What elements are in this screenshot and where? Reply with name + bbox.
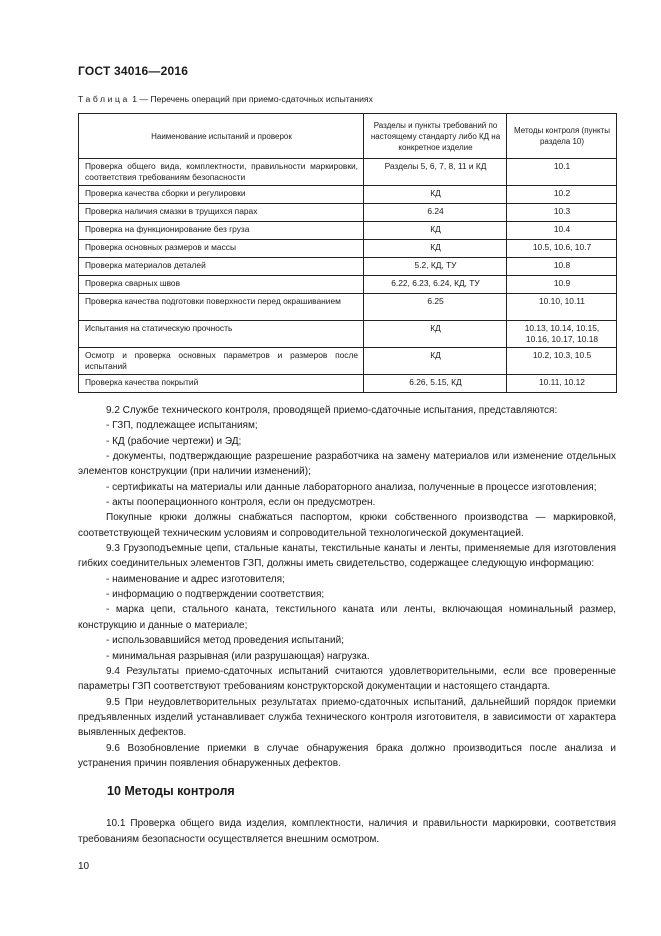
- cell-requirements: КД: [364, 186, 507, 204]
- body-text: [78, 403, 616, 771]
- cell-control-method: 10.13, 10.14, 10.15, 10.16, 10.17, 10.18: [507, 321, 617, 348]
- table-caption: [78, 94, 373, 104]
- paragraph: - КД (рабочие чертежи) и ЭД;: [106, 435, 242, 447]
- table-caption-text: 1 — Перечень операций при приемо-сдаточных испытаниях: [129, 94, 373, 104]
- column-header-name: Наименование испытаний и проверок: [79, 114, 364, 159]
- section-paragraph: 10.1 Проверка общего вида изделия, комплектности, наличия и правильности маркировки, соответствия требованиям безопасности осуществляется внешним осмотром.: [78, 818, 616, 845]
- cell-control-method: 10.3: [507, 204, 617, 222]
- cell-operation-name: Проверка основных размеров и массы: [79, 240, 364, 258]
- cell-operation-name: Проверка сварных швов: [79, 276, 364, 294]
- cell-requirements: 6.22, 6.23, 6.24, КД, ТУ: [364, 276, 507, 294]
- cell-requirements: 5.2, КД, ТУ: [364, 258, 507, 276]
- cell-operation-name: Проверка качества подготовки поверхности перед окрашиванием: [79, 294, 364, 321]
- table-body: [79, 159, 617, 393]
- cell-control-method: 10.1: [507, 159, 617, 186]
- cell-control-method: 10.8: [507, 258, 617, 276]
- page-number: 10: [78, 861, 90, 872]
- cell-requirements: 6.24: [364, 204, 507, 222]
- column-header-methods: Методы контроля (пункты раздела 10): [507, 114, 617, 159]
- paragraph: - марка цепи, стального каната, текстильного каната или ленты, включающая номинальный размер, конструкцию и данные о материале;: [78, 604, 616, 631]
- table-row: [79, 276, 617, 294]
- table-row: [79, 186, 617, 204]
- paragraph: - минимальная разрывная (или разрушающая) нагрузка.: [106, 650, 370, 662]
- cell-requirements: КД: [364, 321, 507, 348]
- table-row: [79, 159, 617, 186]
- cell-control-method: 10.2: [507, 186, 617, 204]
- cell-requirements: 6.26, 5.15, КД: [364, 375, 507, 393]
- cell-requirements: Разделы 5, 6, 7, 8, 11 и КД: [364, 159, 507, 186]
- cell-operation-name: Проверка материалов деталей: [79, 258, 364, 276]
- paragraph: - акты пооперационного контроля, если он предусмотрен.: [106, 497, 376, 509]
- cell-requirements: КД: [364, 222, 507, 240]
- table-caption-label: Таблица: [78, 94, 130, 104]
- section-text: [78, 816, 616, 847]
- cell-operation-name: Проверка наличия смазки в трущихся парах: [79, 204, 364, 222]
- cell-requirements: 6.25: [364, 294, 507, 321]
- paragraph: 9.2 Службе технического контроля, проводящей приемо-сдаточные испытания, представляются:: [106, 405, 558, 416]
- cell-operation-name: Проверка качества покрытий: [79, 375, 364, 393]
- cell-operation-name: Проверка качества сборки и регулировки: [79, 186, 364, 204]
- cell-requirements: КД: [364, 240, 507, 258]
- cell-control-method: 10.11, 10.12: [507, 375, 617, 393]
- cell-control-method: 10.2, 10.3, 10.5: [507, 348, 617, 375]
- cell-operation-name: Осмотр и проверка основных параметров и размеров после испытаний: [79, 348, 364, 375]
- table-row: [79, 321, 617, 348]
- cell-control-method: 10.9: [507, 276, 617, 294]
- table-row: [79, 348, 617, 375]
- paragraph: 9.4 Результаты приемо-сдаточных испытаний считаются удовлетворительными, если все проверенные параметры ГЗП соответствуют требованиям конструкторской документации и настоящего стандарта.: [78, 665, 616, 693]
- paragraph: - использовавшийся метод проведения испытаний;: [106, 635, 344, 647]
- column-header-requirements: Разделы и пункты требований по настоящему стандарту либо КД на конкретное изделие: [364, 114, 507, 159]
- cell-operation-name: Проверка общего вида, комплектности, правильности маркировки, соответствия требованиям безопасности: [79, 159, 364, 186]
- section-title: 10 Методы контроля: [107, 784, 235, 798]
- cell-control-method: 10.4: [507, 222, 617, 240]
- paragraph: - документы, подтверждающие разрешение разработчика на замену материалов или изменение отдельных элементов конструкции (при наличии изменений);: [78, 451, 616, 478]
- document-header: ГОСТ 34016—2016: [78, 64, 189, 78]
- table-row: [79, 222, 617, 240]
- table-row: [79, 258, 617, 276]
- cell-control-method: 10.5, 10.6, 10.7: [507, 240, 617, 258]
- table-row: [79, 375, 617, 393]
- paragraph: - информацию о подтверждении соответствия;: [106, 589, 325, 601]
- cell-operation-name: Проверка на функционирование без груза: [79, 222, 364, 240]
- operations-table: [78, 113, 617, 393]
- table-row: [79, 204, 617, 222]
- cell-control-method: 10.10, 10.11: [507, 294, 617, 321]
- paragraph: 9.6 Возобновление приемки в случае обнаружения брака должно производиться после анализа и устранения причин появления обнаруженных дефектов.: [78, 742, 616, 769]
- table-row: [79, 294, 617, 321]
- cell-requirements: КД: [364, 348, 507, 375]
- paragraph: 9.5 При неудовлетворительных результатах приемо-сдаточных испытаний, дальнейший порядок приемки предъявленных изделий устанавливает служба технического контроля изготовителя, в зависимости от характера выявленных дефектов.: [78, 696, 616, 739]
- table-header-row: [79, 114, 617, 159]
- paragraph: 9.3 Грузоподъемные цепи, стальные канаты, текстильные канаты и ленты, применяемые для изготовления гибких соединительных элементов ГЗП, должны иметь свидетельство, содержащее следующую информацию:: [78, 543, 616, 570]
- paragraph: Покупные крюки должны снабжаться паспортом, крюки собственного производства — маркировкой, соответствующей техническим условиям и сопроводительной технологической документацией.: [78, 512, 616, 539]
- paragraph: - наименование и адрес изготовителя;: [106, 573, 285, 585]
- paragraph: - ГЗП, подлежащее испытаниям;: [106, 420, 258, 432]
- cell-operation-name: Испытания на статическую прочность: [79, 321, 364, 348]
- paragraph: - сертификаты на материалы или данные лабораторного анализа, полученные в процессе изготовления;: [106, 481, 597, 493]
- table-row: [79, 240, 617, 258]
